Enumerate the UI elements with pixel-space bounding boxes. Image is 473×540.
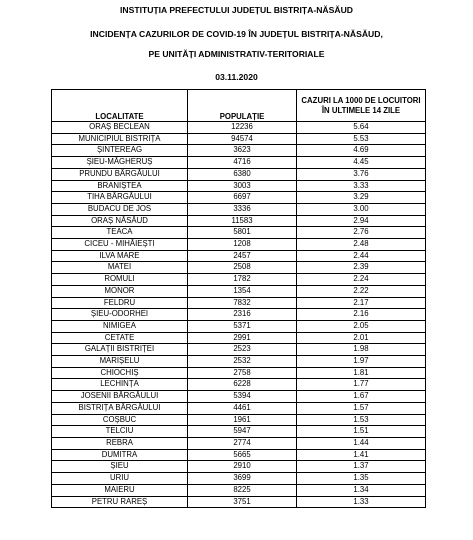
cell-cazuri: 1.77 <box>297 379 426 391</box>
table-row <box>52 449 426 461</box>
cell-localitate: REBRA <box>52 437 188 449</box>
cell-populatie: 1354 <box>188 285 297 297</box>
cell-localitate: ȘIEU <box>52 461 188 473</box>
table-row <box>52 320 426 332</box>
table-row <box>52 379 426 391</box>
cell-cazuri: 4.45 <box>297 157 426 169</box>
table-row <box>52 414 426 426</box>
cell-cazuri: 1.81 <box>297 367 426 379</box>
cell-localitate: ȘINTEREAG <box>52 145 188 157</box>
cell-localitate: NIMIGEA <box>52 320 188 332</box>
cell-cazuri: 1.37 <box>297 461 426 473</box>
cell-populatie: 1208 <box>188 239 297 251</box>
cell-cazuri: 1.34 <box>297 484 426 496</box>
cell-cazuri: 2.05 <box>297 320 426 332</box>
cell-cazuri: 1.35 <box>297 473 426 485</box>
institution-title: INSTITUȚIA PREFECTULUI JUDEȚUL BISTRIȚA-NĂSĂUD <box>120 5 353 15</box>
cell-populatie: 5371 <box>188 320 297 332</box>
cell-populatie: 12236 <box>188 122 297 134</box>
cell-cazuri: 3.29 <box>297 192 426 204</box>
table-row <box>52 309 426 321</box>
cell-localitate: CHIOCHIȘ <box>52 367 188 379</box>
cell-localitate: FELDRU <box>52 297 188 309</box>
table-row <box>52 402 426 414</box>
cell-localitate: ORAȘ NĂSĂUD <box>52 215 188 227</box>
cell-localitate: PETRU RAREȘ <box>52 496 188 508</box>
column-header-cazuri: CAZURI LA 1000 DE LOCUITORI ÎN ULTIMELE 14 ZILE <box>297 90 426 122</box>
table-body <box>52 122 426 508</box>
cell-cazuri: 5.53 <box>297 133 426 145</box>
table-row <box>52 168 426 180</box>
report-title: INCIDENȚA CAZURILOR DE COVID-19 ÎN JUDEȚUL BISTRIȚA-NĂSĂUD, <box>90 29 383 39</box>
table-row <box>52 297 426 309</box>
cell-cazuri: 1.41 <box>297 449 426 461</box>
cell-localitate: BUDACU DE JOS <box>52 203 188 215</box>
table-row <box>52 391 426 403</box>
cell-localitate: BRANIȘTEA <box>52 180 188 192</box>
cell-cazuri: 2.17 <box>297 297 426 309</box>
cell-populatie: 11583 <box>188 215 297 227</box>
cell-populatie: 6380 <box>188 168 297 180</box>
cell-populatie: 2774 <box>188 437 297 449</box>
cell-populatie: 1961 <box>188 414 297 426</box>
cell-cazuri: 2.01 <box>297 332 426 344</box>
cell-populatie: 4461 <box>188 402 297 414</box>
table-row <box>52 227 426 239</box>
cell-populatie: 5394 <box>188 391 297 403</box>
cell-cazuri: 1.67 <box>297 391 426 403</box>
cell-localitate: COȘBUC <box>52 414 188 426</box>
table-row <box>52 437 426 449</box>
cell-cazuri: 2.16 <box>297 309 426 321</box>
cell-cazuri: 1.44 <box>297 437 426 449</box>
cell-populatie: 3699 <box>188 473 297 485</box>
cell-populatie: 8225 <box>188 484 297 496</box>
table-row <box>52 332 426 344</box>
cell-cazuri: 1.57 <box>297 402 426 414</box>
column-header-localitate: LOCALITATE <box>52 90 188 122</box>
table-row <box>52 484 426 496</box>
report-subtitle: PE UNITĂȚI ADMINISTRATIV-TERITORIALE <box>148 49 325 59</box>
table-row <box>52 473 426 485</box>
table-header-row <box>52 90 426 122</box>
cell-localitate: ILVA MARE <box>52 250 188 262</box>
cell-localitate: CETATE <box>52 332 188 344</box>
report-date: 03.11.2020 <box>215 72 258 82</box>
cell-localitate: TIHA BÂRGĂULUI <box>52 192 188 204</box>
table-row <box>52 461 426 473</box>
cell-cazuri: 2.76 <box>297 227 426 239</box>
cell-populatie: 5665 <box>188 449 297 461</box>
cell-populatie: 2457 <box>188 250 297 262</box>
cell-populatie: 94574 <box>188 133 297 145</box>
cell-populatie: 3751 <box>188 496 297 508</box>
cell-cazuri: 2.44 <box>297 250 426 262</box>
cell-cazuri: 1.97 <box>297 356 426 368</box>
cell-populatie: 2532 <box>188 356 297 368</box>
cell-cazuri: 4.69 <box>297 145 426 157</box>
cell-cazuri: 1.98 <box>297 344 426 356</box>
table-row <box>52 239 426 251</box>
cell-localitate: ORAȘ BECLEAN <box>52 122 188 134</box>
table-row <box>52 285 426 297</box>
cell-cazuri: 5.64 <box>297 122 426 134</box>
table-row <box>52 180 426 192</box>
cell-populatie: 2508 <box>188 262 297 274</box>
cell-populatie: 1782 <box>188 274 297 286</box>
cell-localitate: GALAȚII BISTRIȚEI <box>52 344 188 356</box>
cell-localitate: MARIȘELU <box>52 356 188 368</box>
cell-cazuri: 2.48 <box>297 239 426 251</box>
cell-populatie: 2523 <box>188 344 297 356</box>
cell-cazuri: 1.51 <box>297 426 426 438</box>
cell-cazuri: 2.22 <box>297 285 426 297</box>
cell-localitate: ROMULI <box>52 274 188 286</box>
table-row <box>52 192 426 204</box>
cell-populatie: 2758 <box>188 367 297 379</box>
table-row <box>52 157 426 169</box>
cell-localitate: MONOR <box>52 285 188 297</box>
column-header-populatie: POPULAȚIE <box>188 90 297 122</box>
cell-cazuri: 1.53 <box>297 414 426 426</box>
table-row <box>52 203 426 215</box>
cell-localitate: ȘIEU-MĂGHERUȘ <box>52 157 188 169</box>
cell-populatie: 7832 <box>188 297 297 309</box>
table-row <box>52 122 426 134</box>
table-row <box>52 367 426 379</box>
cell-cazuri: 2.24 <box>297 274 426 286</box>
cell-cazuri: 1.33 <box>297 496 426 508</box>
table-row <box>52 133 426 145</box>
cell-cazuri: 3.76 <box>297 168 426 180</box>
cell-cazuri: 3.00 <box>297 203 426 215</box>
cell-cazuri: 2.94 <box>297 215 426 227</box>
cell-populatie: 3623 <box>188 145 297 157</box>
table-row <box>52 356 426 368</box>
cell-populatie: 4716 <box>188 157 297 169</box>
table-row <box>52 250 426 262</box>
cell-localitate: BISTRIȚA BÂRGĂULUI <box>52 402 188 414</box>
cell-localitate: PRUNDU BÂRGĂULUI <box>52 168 188 180</box>
cell-populatie: 6697 <box>188 192 297 204</box>
cell-localitate: URIU <box>52 473 188 485</box>
table-row <box>52 145 426 157</box>
cell-populatie: 2991 <box>188 332 297 344</box>
cell-localitate: TEACA <box>52 227 188 239</box>
cell-localitate: MAIERU <box>52 484 188 496</box>
table-row <box>52 215 426 227</box>
cell-populatie: 5801 <box>188 227 297 239</box>
cell-localitate: ȘIEU-ODORHEI <box>52 309 188 321</box>
cell-localitate: DUMITRA <box>52 449 188 461</box>
table-row <box>52 274 426 286</box>
cell-populatie: 5947 <box>188 426 297 438</box>
cell-populatie: 2316 <box>188 309 297 321</box>
cell-localitate: MATEI <box>52 262 188 274</box>
cell-localitate: CICEU - MIHĂIEȘTI <box>52 239 188 251</box>
table-row <box>52 496 426 508</box>
cell-populatie: 6228 <box>188 379 297 391</box>
cell-localitate: JOSENII BÂRGĂULUI <box>52 391 188 403</box>
cell-populatie: 2910 <box>188 461 297 473</box>
table-row <box>52 426 426 438</box>
cell-populatie: 3003 <box>188 180 297 192</box>
cell-localitate: TELCIU <box>52 426 188 438</box>
cell-localitate: MUNICIPIUL BISTRIȚA <box>52 133 188 145</box>
cell-localitate: LECHINȚA <box>52 379 188 391</box>
cell-cazuri: 3.33 <box>297 180 426 192</box>
incidence-table <box>51 89 426 508</box>
table-row <box>52 344 426 356</box>
cell-populatie: 3336 <box>188 203 297 215</box>
table-row <box>52 262 426 274</box>
cell-cazuri: 2.39 <box>297 262 426 274</box>
